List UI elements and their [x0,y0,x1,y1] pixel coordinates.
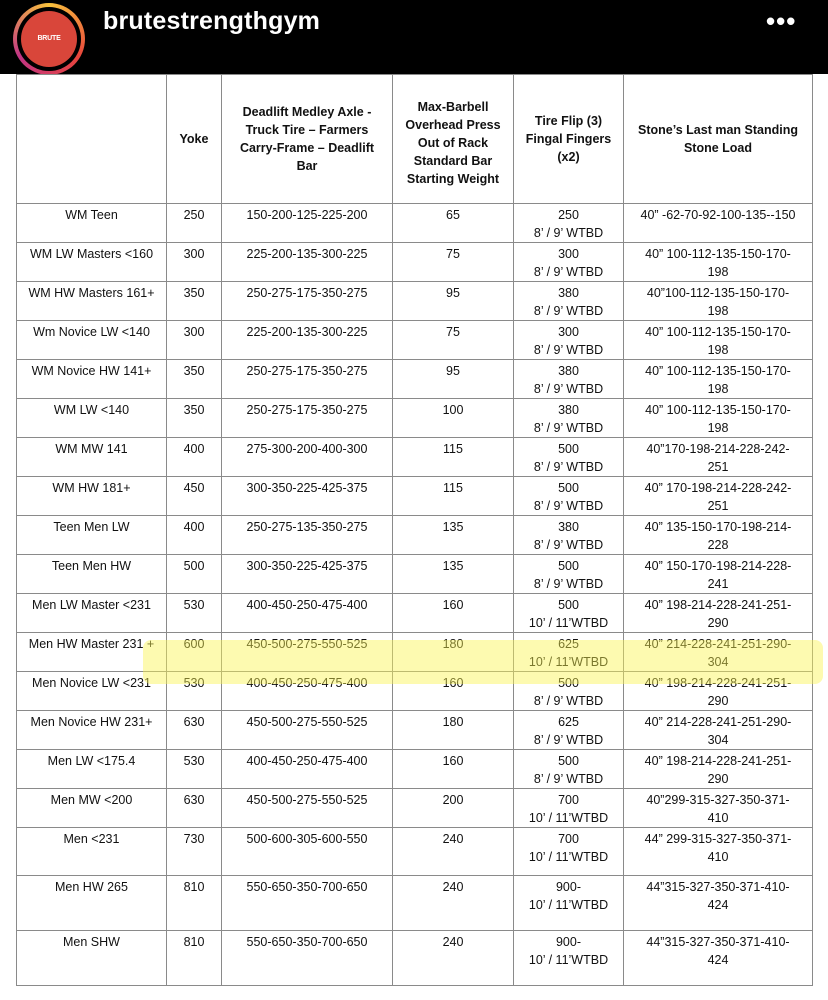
press-cell-press: 240 [442,880,464,894]
stone-cell-stone: 40” 100-112-135-150-170- [645,247,791,261]
medley-cell-medley: 275-300-200-400-300 [246,442,368,456]
stone-cell-stone: 40” 198-214-228-241-251- [644,598,792,612]
stone-cell-stone: 40” 214-228-241-251-290- [644,715,792,729]
tire-flip-cell-tire2: 8’ / 9’ WTBD [533,421,604,435]
header-stones: Stone’s Last man Standing Stone Load [624,75,813,204]
class-cell-cls: Men Novice LW <231 [32,676,151,690]
tire-flip-cell-tire2: 10’ / 11’WTBD [528,953,609,967]
table-row [17,633,813,672]
tire-flip-cell-tire2: 8’ / 9’ WTBD [533,460,604,474]
yoke-cell [167,438,222,477]
table-header-row [17,75,813,204]
medley-cell-medley: 250-275-135-350-275 [246,520,368,534]
tire-flip-cell-tire2: 8’ / 9’ WTBD [533,694,604,708]
medley-cell [222,672,393,711]
stone-cell [624,321,813,360]
yoke-cell-yoke: 810 [183,880,205,894]
tire-flip-cell-tire: 380 [558,364,579,378]
press-cell [393,876,514,931]
tire-flip-cell-tire: 380 [558,403,579,417]
tire-flip-cell-tire2: 8’ / 9’ WTBD [533,733,604,747]
table-row [17,399,813,438]
medley-cell [222,750,393,789]
yoke-cell-yoke: 300 [183,247,205,261]
press-cell [393,321,514,360]
medley-cell [222,204,393,243]
header-class [17,75,167,204]
tire-flip-cell [514,672,624,711]
press-cell [393,931,514,986]
press-cell-press: 135 [442,559,464,573]
medley-cell [222,876,393,931]
table-row [17,789,813,828]
tire-flip-cell-tire: 700 [558,793,579,807]
medley-cell-medley: 450-500-275-550-525 [246,637,368,651]
stone-cell-stone2: 251 [707,460,729,474]
table-row [17,555,813,594]
tire-flip-cell-tire2: 8’ / 9’ WTBD [533,577,604,591]
stone-cell-stone2: 410 [707,811,729,825]
tire-flip-cell [514,204,624,243]
tire-flip-cell-tire: 500 [558,481,579,495]
stone-cell [624,477,813,516]
medley-cell [222,555,393,594]
class-cell-cls: WM Novice HW 141+ [31,364,152,378]
yoke-cell-yoke: 810 [183,935,205,949]
stone-cell-stone: 40” 135-150-170-198-214- [644,520,792,534]
press-cell-press: 115 [443,481,463,495]
stone-cell [624,711,813,750]
tire-flip-cell-tire2: 8’ / 9’ WTBD [533,499,604,513]
stone-cell-stone2: 290 [707,772,729,786]
medley-cell-medley: 400-450-250-475-400 [246,598,368,612]
yoke-cell [167,516,222,555]
tire-flip-cell-tire2: 8’ / 9’ WTBD [533,226,604,240]
yoke-cell-yoke: 350 [183,364,205,378]
press-cell [393,789,514,828]
medley-cell [222,516,393,555]
press-cell [393,399,514,438]
stone-cell [624,876,813,931]
class-cell [17,399,167,438]
tire-flip-cell-tire: 380 [558,520,579,534]
press-cell-press: 200 [442,793,464,807]
table-row [17,477,813,516]
medley-cell-medley: 300-350-225-425-375 [246,559,368,573]
yoke-cell [167,399,222,438]
stone-cell-stone2: 304 [707,733,729,747]
medley-cell [222,243,393,282]
stone-cell-stone2: 228 [707,538,729,552]
yoke-cell-yoke: 450 [183,481,205,495]
stone-cell-stone: 40” 100-112-135-150-170- [645,364,791,378]
stone-cell-stone2: 290 [707,616,729,630]
class-cell [17,555,167,594]
class-cell [17,711,167,750]
stone-cell [624,438,813,477]
tire-flip-cell-tire2: 10’ / 11’WTBD [528,655,609,669]
tire-flip-cell-tire2: 8’ / 9’ WTBD [533,772,604,786]
yoke-cell-yoke: 350 [183,286,205,300]
tire-flip-cell-tire: 300 [558,247,579,261]
medley-cell [222,477,393,516]
class-cell-cls: Men MW <200 [50,793,133,807]
avatar[interactable] [17,7,81,98]
class-cell-cls: WM HW 181+ [52,481,131,495]
yoke-cell [167,321,222,360]
yoke-cell [167,633,222,672]
press-cell [393,555,514,594]
table-row [17,321,813,360]
tire-flip-cell [514,438,624,477]
table-row [17,243,813,282]
stone-cell-stone2: 198 [707,382,729,396]
tire-flip-cell [514,931,624,986]
stone-cell-stone: 40”299-315-327-350-371- [646,793,790,807]
press-cell-press: 160 [442,598,464,612]
yoke-cell [167,672,222,711]
stone-cell-stone: 40” -62-70-92-100-135--150 [640,208,796,222]
yoke-cell [167,360,222,399]
medley-cell-medley: 225-200-135-300-225 [246,247,368,261]
class-cell-cls: Men SHW [63,935,120,949]
tire-flip-cell [514,594,624,633]
stone-cell-stone2: 198 [707,265,729,279]
press-cell [393,672,514,711]
table-row [17,438,813,477]
class-cell-cls: WM HW Masters 161+ [28,286,155,300]
tire-flip-cell-tire: 500 [558,598,579,612]
table-row [17,876,813,931]
medley-cell-medley: 400-450-250-475-400 [246,676,368,690]
press-cell [393,828,514,876]
medley-cell [222,789,393,828]
yoke-cell [167,711,222,750]
tire-flip-cell [514,321,624,360]
medley-cell [222,828,393,876]
tire-flip-cell-tire: 380 [558,286,579,300]
header-tire-flip: Tire Flip (3) Fingal Fingers (x2) [514,75,624,204]
yoke-cell [167,876,222,931]
press-cell-press: 240 [442,832,464,846]
tire-flip-cell-tire2: 10’ / 11’WTBD [528,616,609,630]
medley-cell-medley: 550-650-350-700-650 [246,880,368,894]
tire-flip-cell-tire: 500 [558,754,579,768]
stone-cell [624,516,813,555]
tire-flip-cell-tire: 900- [555,880,582,894]
tire-flip-cell [514,477,624,516]
tire-flip-cell-tire: 500 [558,676,579,690]
stone-cell [624,360,813,399]
yoke-cell [167,555,222,594]
tire-flip-cell-tire2: 10’ / 11’WTBD [528,898,609,912]
yoke-cell [167,282,222,321]
yoke-cell [167,243,222,282]
stone-cell-stone2: 304 [707,655,729,669]
medley-cell-medley: 400-450-250-475-400 [246,754,368,768]
stone-cell [624,243,813,282]
class-cell-cls: WM MW 141 [55,442,128,456]
tire-flip-cell-tire2: 10’ / 11’WTBD [528,811,609,825]
tire-flip-cell-tire: 625 [558,637,579,651]
press-cell [393,594,514,633]
stone-cell-stone: 40” 198-214-228-241-251- [644,676,792,690]
press-cell-press: 95 [446,364,460,378]
stone-cell-stone2: 290 [707,694,729,708]
press-cell [393,711,514,750]
press-cell [393,282,514,321]
table-row [17,282,813,321]
stone-cell-stone2: 241 [707,577,729,591]
tire-flip-cell [514,516,624,555]
stone-cell [624,204,813,243]
stone-cell-stone2: 198 [707,421,729,435]
class-cell [17,360,167,399]
stone-cell [624,931,813,986]
class-cell [17,633,167,672]
header-overhead-press: Max-Barbell Overhead Press Out of Rack Standard Bar Starting Weight [393,75,514,204]
tire-flip-cell-tire: 700 [558,832,579,846]
press-cell-press: 95 [446,286,460,300]
tire-flip-cell [514,282,624,321]
yoke-cell-yoke: 350 [183,403,205,417]
medley-cell-medley: 500-600-305-600-550 [246,832,368,846]
medley-cell [222,633,393,672]
yoke-cell-yoke: 730 [183,832,205,846]
stone-cell [624,828,813,876]
class-cell-cls: Men <231 [63,832,120,846]
press-cell-press: 115 [443,442,463,456]
class-cell [17,516,167,555]
more-options-icon[interactable]: ••• [766,6,797,36]
press-cell [393,438,514,477]
press-cell-press: 65 [446,208,460,222]
medley-cell [222,360,393,399]
stone-cell-stone2: 424 [707,953,729,967]
table-row [17,828,813,876]
stone-cell-stone: 40” 100-112-135-150-170- [645,325,791,339]
yoke-cell [167,477,222,516]
tire-flip-cell-tire: 625 [558,715,579,729]
header-yoke: Yoke [167,75,222,204]
table-row [17,931,813,986]
table-row [17,594,813,633]
stone-cell [624,633,813,672]
tire-flip-cell-tire2: 8’ / 9’ WTBD [533,304,604,318]
yoke-cell-yoke: 500 [183,559,205,573]
medley-cell-medley: 225-200-135-300-225 [246,325,368,339]
press-cell [393,633,514,672]
medley-cell [222,321,393,360]
press-cell-press: 100 [442,403,464,417]
medley-cell [222,594,393,633]
stone-cell-stone: 44” 299-315-327-350-371- [644,832,792,846]
tire-flip-cell [514,711,624,750]
class-cell [17,204,167,243]
tire-flip-cell-tire2: 8’ / 9’ WTBD [533,538,604,552]
tire-flip-cell [514,789,624,828]
yoke-cell-yoke: 300 [183,325,205,339]
stone-cell [624,399,813,438]
post-header [0,0,828,98]
tire-flip-cell [514,828,624,876]
class-cell-cls: WM LW Masters <160 [29,247,154,261]
yoke-cell [167,750,222,789]
stone-cell [624,282,813,321]
press-cell-press: 180 [442,637,464,651]
press-cell-press: 75 [446,325,460,339]
tire-flip-cell [514,750,624,789]
yoke-cell [167,594,222,633]
yoke-cell-yoke: 530 [183,754,205,768]
medley-cell-medley: 250-275-175-350-275 [246,364,368,378]
stone-cell-stone: 40” 198-214-228-241-251- [644,754,792,768]
stone-cell-stone: 40” 214-228-241-251-290- [644,637,792,651]
class-cell [17,828,167,876]
medley-cell-medley: 150-200-125-225-200 [246,208,368,222]
yoke-cell [167,828,222,876]
press-cell [393,204,514,243]
username-link[interactable]: brutestrengthgym [103,7,321,35]
tire-flip-cell-tire: 300 [558,325,579,339]
class-cell [17,321,167,360]
class-cell-cls: Men HW 265 [55,880,128,894]
class-cell-cls: Men Novice HW 231+ [30,715,153,729]
press-cell [393,360,514,399]
yoke-cell-yoke: 530 [183,598,205,612]
yoke-cell [167,789,222,828]
class-cell-cls: Men HW Master 231 + [28,637,155,651]
class-cell [17,931,167,986]
class-cell-cls: WM Teen [65,208,118,222]
stone-cell-stone: 40”170-198-214-228-242- [646,442,790,456]
class-cell [17,750,167,789]
class-cell [17,477,167,516]
class-cell [17,789,167,828]
medley-cell-medley: 550-650-350-700-650 [246,935,368,949]
stone-cell-stone2: 251 [707,499,729,513]
medley-cell-medley: 250-275-175-350-275 [246,286,368,300]
medley-cell [222,282,393,321]
stone-cell-stone: 40” 150-170-198-214-228- [644,559,792,573]
press-cell [393,516,514,555]
weights-table [16,74,813,986]
table-row [17,360,813,399]
class-cell [17,876,167,931]
class-cell-cls: Wm Novice LW <140 [33,325,150,339]
tire-flip-cell-tire2: 8’ / 9’ WTBD [533,343,604,357]
class-cell-cls: Men LW Master <231 [32,598,151,612]
tire-flip-cell [514,399,624,438]
press-cell [393,477,514,516]
stone-cell-stone2: 410 [707,850,729,864]
tire-flip-cell [514,633,624,672]
header-deadlift-medley: Deadlift Medley Axle -Truck Tire – Farmers Carry-Frame – Deadlift Bar [222,75,393,204]
yoke-cell-yoke: 400 [183,520,205,534]
stone-cell [624,672,813,711]
tire-flip-cell-tire: 900- [555,935,582,949]
tire-flip-cell-tire2: 10’ / 11’WTBD [528,850,609,864]
table-row [17,711,813,750]
class-cell [17,672,167,711]
class-cell [17,243,167,282]
press-cell-press: 160 [442,754,464,768]
tire-flip-cell-tire2: 8’ / 9’ WTBD [533,265,604,279]
stone-cell-stone: 44”315-327-350-371-410- [646,880,790,894]
tire-flip-cell-tire: 250 [558,208,579,222]
stone-cell-stone: 40”100-112-135-150-170- [646,286,790,300]
tire-flip-cell [514,360,624,399]
medley-cell [222,399,393,438]
class-cell [17,282,167,321]
medley-cell [222,931,393,986]
medley-cell-medley: 300-350-225-425-375 [246,481,368,495]
stone-cell-stone: 44”315-327-350-371-410- [646,935,790,949]
press-cell [393,750,514,789]
stone-cell-stone: 40” 170-198-214-228-242- [644,481,792,495]
class-cell-cls: Teen Men LW [53,520,130,534]
class-cell [17,438,167,477]
press-cell-press: 160 [442,676,464,690]
yoke-cell-yoke: 600 [183,637,205,651]
tire-flip-cell [514,876,624,931]
yoke-cell [167,204,222,243]
medley-cell-medley: 450-500-275-550-525 [246,715,368,729]
tire-flip-cell-tire: 500 [558,559,579,573]
stone-cell [624,789,813,828]
table-row [17,672,813,711]
press-cell [393,243,514,282]
press-cell-press: 180 [442,715,464,729]
stone-cell-stone2: 198 [707,343,729,357]
stone-cell [624,555,813,594]
tire-flip-cell [514,555,624,594]
tire-flip-cell-tire2: 8’ / 9’ WTBD [533,382,604,396]
yoke-cell-yoke: 530 [183,676,205,690]
yoke-cell-yoke: 250 [183,208,205,222]
tire-flip-cell [514,243,624,282]
yoke-cell [167,931,222,986]
stone-cell [624,594,813,633]
press-cell-press: 240 [442,935,464,949]
yoke-cell-yoke: 630 [183,793,205,807]
stone-cell-stone2: 198 [707,304,729,318]
stone-cell-stone2: 424 [707,898,729,912]
table-row [17,204,813,243]
class-cell-cls: Teen Men HW [51,559,132,573]
medley-cell-medley: 250-275-175-350-275 [246,403,368,417]
stone-cell [624,750,813,789]
class-cell [17,594,167,633]
medley-cell [222,438,393,477]
table-row [17,516,813,555]
medley-cell-medley: 450-500-275-550-525 [246,793,368,807]
table-row [17,750,813,789]
class-cell-cls: Men LW <175.4 [47,754,136,768]
class-cell-cls: WM LW <140 [53,403,130,417]
medley-cell [222,711,393,750]
yoke-cell-yoke: 630 [183,715,205,729]
press-cell-press: 75 [446,247,460,261]
tire-flip-cell-tire: 500 [558,442,579,456]
gym-logo: BRUTE STRENGTH GYM [21,11,77,67]
stone-cell-stone: 40” 100-112-135-150-170- [645,403,791,417]
yoke-cell-yoke: 400 [183,442,205,456]
press-cell-press: 135 [442,520,464,534]
